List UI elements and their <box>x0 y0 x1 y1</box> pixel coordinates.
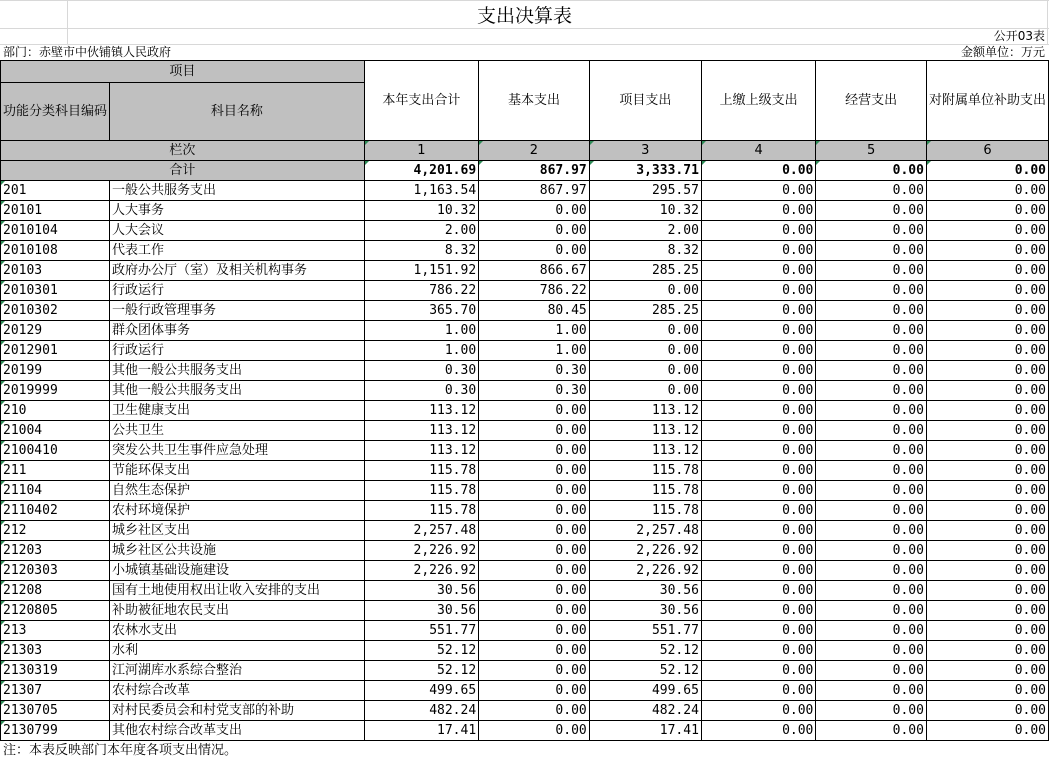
amount-cell: 0.30 <box>364 361 478 381</box>
amount-cell: 0.00 <box>816 721 927 741</box>
amount-cell: 0.00 <box>701 621 815 641</box>
table-row <box>1 381 1049 401</box>
amount-cell: 1.00 <box>479 341 590 361</box>
table-row <box>1 261 1049 281</box>
subject-name: 城乡社区公共设施 <box>110 541 365 561</box>
amount-cell: 1.00 <box>364 341 478 361</box>
amount-cell: 0.00 <box>926 721 1048 741</box>
amount-cell: 52.12 <box>589 661 701 681</box>
amount-cell: 0.00 <box>816 321 927 341</box>
amount-cell: 0.00 <box>926 661 1048 681</box>
subject-name: 卫生健康支出 <box>110 401 365 421</box>
subject-code: 21208 <box>1 581 110 601</box>
form-code: 公开03表 <box>993 29 1045 43</box>
table-row <box>1 701 1049 721</box>
subject-code: 20129 <box>1 321 110 341</box>
amount-cell: 17.41 <box>589 721 701 741</box>
subject-name: 其他一般公共服务支出 <box>110 381 365 401</box>
amount-cell: 0.00 <box>926 681 1048 701</box>
subject-name: 节能环保支出 <box>110 461 365 481</box>
amount-cell: 0.00 <box>926 461 1048 481</box>
table-row <box>1 221 1049 241</box>
amount-cell: 0.00 <box>926 221 1048 241</box>
amount-cell: 295.57 <box>589 181 701 201</box>
amount-cell: 0.00 <box>701 321 815 341</box>
table-row <box>1 561 1049 581</box>
amount-cell: 285.25 <box>589 261 701 281</box>
amount-cell: 113.12 <box>589 401 701 421</box>
amount-cell: 0.00 <box>926 521 1048 541</box>
expenditure-table <box>0 60 1049 741</box>
amount-cell: 0.00 <box>926 261 1048 281</box>
subject-code: 2120303 <box>1 561 110 581</box>
table-row <box>1 601 1049 621</box>
amount-cell: 0.00 <box>816 241 927 261</box>
total-label: 合计 <box>1 161 365 181</box>
amount-cell: 0.00 <box>701 341 815 361</box>
subject-name: 一般公共服务支出 <box>110 181 365 201</box>
amount-cell: 0.00 <box>701 301 815 321</box>
amount-cell: 0.30 <box>479 361 590 381</box>
amount-cell: 8.32 <box>364 241 478 261</box>
amount-cell: 10.32 <box>364 201 478 221</box>
amount-cell: 0.00 <box>926 301 1048 321</box>
amount-cell: 0.00 <box>701 181 815 201</box>
table-row <box>1 301 1049 321</box>
amount-cell: 0.00 <box>816 441 927 461</box>
amount-cell: 0.30 <box>479 381 590 401</box>
amount-cell: 0.00 <box>479 221 590 241</box>
table-row <box>1 281 1049 301</box>
amount-cell: 0.00 <box>926 321 1048 341</box>
table-row <box>1 481 1049 501</box>
amount-cell: 113.12 <box>589 421 701 441</box>
amount-cell: 2,226.92 <box>364 561 478 581</box>
subject-name: 城乡社区支出 <box>110 521 365 541</box>
table-row <box>1 501 1049 521</box>
amount-cell: 0.00 <box>701 201 815 221</box>
subject-code: 213 <box>1 621 110 641</box>
header-col-operating: 经营支出 <box>816 61 927 141</box>
amount-cell: 482.24 <box>364 701 478 721</box>
amount-cell: 0.00 <box>926 501 1048 521</box>
amount-cell: 0.00 <box>816 681 927 701</box>
amount-cell: 0.00 <box>926 181 1048 201</box>
amount-cell: 113.12 <box>364 401 478 421</box>
amount-cell: 0.00 <box>816 381 927 401</box>
subject-code: 2130799 <box>1 721 110 741</box>
total-value: 0.00 <box>816 161 927 181</box>
amount-cell: 0.00 <box>926 381 1048 401</box>
subject-name: 公共卫生 <box>110 421 365 441</box>
header-col-remit-upper: 上缴上级支出 <box>701 61 815 141</box>
header-col-total: 本年支出合计 <box>364 61 478 141</box>
amount-cell: 0.00 <box>701 681 815 701</box>
subject-code: 212 <box>1 521 110 541</box>
subject-code: 21307 <box>1 681 110 701</box>
header-col-subsidy: 对附属单位补助支出 <box>926 61 1048 141</box>
amount-cell: 365.70 <box>364 301 478 321</box>
total-value: 3,333.71 <box>589 161 701 181</box>
table-row <box>1 721 1049 741</box>
amount-cell: 0.00 <box>926 441 1048 461</box>
subject-name: 代表工作 <box>110 241 365 261</box>
amount-cell: 0.00 <box>926 281 1048 301</box>
total-value: 0.00 <box>926 161 1048 181</box>
amount-cell: 0.00 <box>816 201 927 221</box>
amount-cell: 0.00 <box>816 221 927 241</box>
page-title: 支出决算表 <box>476 5 572 27</box>
col-num-3: 3 <box>589 141 701 161</box>
header-col-basic: 基本支出 <box>479 61 590 141</box>
amount-cell: 0.00 <box>701 601 815 621</box>
amount-cell: 0.00 <box>816 621 927 641</box>
amount-cell: 0.00 <box>589 341 701 361</box>
amount-cell: 0.00 <box>926 561 1048 581</box>
amount-cell: 0.00 <box>926 241 1048 261</box>
amount-cell: 17.41 <box>364 721 478 741</box>
table-row <box>1 621 1049 641</box>
subject-code: 21004 <box>1 421 110 441</box>
amount-cell: 867.97 <box>479 181 590 201</box>
amount-cell: 30.56 <box>364 601 478 621</box>
col-num-6: 6 <box>926 141 1048 161</box>
subject-code: 2010302 <box>1 301 110 321</box>
amount-cell: 0.00 <box>816 261 927 281</box>
amount-cell: 2.00 <box>364 221 478 241</box>
amount-cell: 786.22 <box>479 281 590 301</box>
subject-name: 人大事务 <box>110 201 365 221</box>
subject-name: 其他农村综合改革支出 <box>110 721 365 741</box>
subject-code: 20199 <box>1 361 110 381</box>
subject-code: 2010104 <box>1 221 110 241</box>
amount-cell: 551.77 <box>364 621 478 641</box>
subject-code: 20101 <box>1 201 110 221</box>
amount-cell: 0.00 <box>479 621 590 641</box>
amount-cell: 0.00 <box>701 641 815 661</box>
amount-cell: 499.65 <box>589 681 701 701</box>
subject-code: 2012901 <box>1 341 110 361</box>
amount-cell: 115.78 <box>589 481 701 501</box>
amount-cell: 113.12 <box>364 421 478 441</box>
amount-cell: 0.00 <box>701 461 815 481</box>
subject-code: 201 <box>1 181 110 201</box>
amount-cell: 0.00 <box>479 401 590 421</box>
subject-code: 2120805 <box>1 601 110 621</box>
amount-cell: 115.78 <box>589 461 701 481</box>
amount-cell: 0.00 <box>479 421 590 441</box>
subject-code: 211 <box>1 461 110 481</box>
amount-cell: 2,226.92 <box>589 561 701 581</box>
header-col-project: 项目支出 <box>589 61 701 141</box>
subject-code: 2130705 <box>1 701 110 721</box>
subject-name: 农村综合改革 <box>110 681 365 701</box>
amount-cell: 0.00 <box>479 701 590 721</box>
table-row <box>1 681 1049 701</box>
header-func-code: 功能分类科目编码 <box>1 83 110 141</box>
subject-name: 自然生态保护 <box>110 481 365 501</box>
total-value: 4,201.69 <box>364 161 478 181</box>
subject-name: 对村民委员会和村党支部的补助 <box>110 701 365 721</box>
header-subject-name: 科目名称 <box>110 83 365 141</box>
amount-cell: 2,257.48 <box>589 521 701 541</box>
subject-name: 群众团体事务 <box>110 321 365 341</box>
subject-code: 2110402 <box>1 501 110 521</box>
subject-name: 农村环境保护 <box>110 501 365 521</box>
amount-cell: 0.00 <box>816 541 927 561</box>
header-row-lanci <box>1 141 1049 161</box>
amount-cell: 30.56 <box>589 601 701 621</box>
amount-cell: 1.00 <box>479 321 590 341</box>
amount-cell: 0.00 <box>589 281 701 301</box>
amount-cell: 0.00 <box>926 541 1048 561</box>
table-row <box>1 361 1049 381</box>
amount-cell: 0.00 <box>816 421 927 441</box>
amount-cell: 0.00 <box>479 501 590 521</box>
department-label: 部门：赤壁市中伙铺镇人民政府 <box>3 45 172 59</box>
subject-name: 一般行政管理事务 <box>110 301 365 321</box>
amount-cell: 0.00 <box>926 701 1048 721</box>
amount-cell: 115.78 <box>364 501 478 521</box>
amount-cell: 115.78 <box>364 481 478 501</box>
amount-cell: 113.12 <box>589 441 701 461</box>
table-row <box>1 581 1049 601</box>
amount-cell: 2.00 <box>589 221 701 241</box>
amount-cell: 0.00 <box>816 301 927 321</box>
subject-name: 农林水支出 <box>110 621 365 641</box>
amount-cell: 0.00 <box>589 361 701 381</box>
amount-cell: 52.12 <box>364 641 478 661</box>
header-row-item <box>1 61 1049 83</box>
amount-cell: 0.00 <box>926 581 1048 601</box>
amount-cell: 0.00 <box>816 181 927 201</box>
subject-code: 210 <box>1 401 110 421</box>
subject-code: 2100410 <box>1 441 110 461</box>
col-num-2: 2 <box>479 141 590 161</box>
amount-cell: 0.00 <box>479 521 590 541</box>
total-value: 867.97 <box>479 161 590 181</box>
amount-cell: 115.78 <box>589 501 701 521</box>
amount-cell: 0.00 <box>816 641 927 661</box>
amount-cell: 0.00 <box>701 581 815 601</box>
amount-cell: 0.00 <box>479 481 590 501</box>
amount-cell: 0.00 <box>479 441 590 461</box>
amount-cell: 0.00 <box>926 481 1048 501</box>
amount-cell: 0.00 <box>589 321 701 341</box>
subject-name: 补助被征地农民支出 <box>110 601 365 621</box>
amount-cell: 0.00 <box>701 361 815 381</box>
amount-cell: 0.00 <box>926 601 1048 621</box>
amount-cell: 0.00 <box>589 381 701 401</box>
amount-cell: 0.00 <box>479 461 590 481</box>
amount-cell: 52.12 <box>364 661 478 681</box>
amount-cell: 0.00 <box>816 561 927 581</box>
amount-cell: 0.00 <box>926 621 1048 641</box>
subject-name: 政府办公厅（室）及相关机构事务 <box>110 261 365 281</box>
table-row <box>1 441 1049 461</box>
amount-cell: 2,257.48 <box>364 521 478 541</box>
amount-cell: 0.00 <box>479 561 590 581</box>
subject-code: 21203 <box>1 541 110 561</box>
col-num-1: 1 <box>364 141 478 161</box>
table-row <box>1 201 1049 221</box>
amount-cell: 0.00 <box>701 221 815 241</box>
table-row <box>1 641 1049 661</box>
amount-cell: 866.67 <box>479 261 590 281</box>
amount-cell: 1,151.92 <box>364 261 478 281</box>
subject-code: 2010108 <box>1 241 110 261</box>
lanci-label: 栏次 <box>1 141 365 161</box>
amount-cell: 0.00 <box>816 701 927 721</box>
amount-cell: 0.00 <box>926 201 1048 221</box>
amount-cell: 113.12 <box>364 441 478 461</box>
amount-cell: 0.00 <box>701 521 815 541</box>
header-item: 项目 <box>1 61 365 83</box>
table-row <box>1 421 1049 441</box>
col-num-4: 4 <box>701 141 815 161</box>
amount-cell: 0.00 <box>479 721 590 741</box>
amount-cell: 0.00 <box>701 701 815 721</box>
amount-cell: 30.56 <box>589 581 701 601</box>
subject-code: 21104 <box>1 481 110 501</box>
amount-cell: 1,163.54 <box>364 181 478 201</box>
amount-cell: 0.00 <box>926 361 1048 381</box>
subject-code: 21303 <box>1 641 110 661</box>
amount-cell: 0.00 <box>816 581 927 601</box>
amount-cell: 10.32 <box>589 201 701 221</box>
amount-cell: 0.00 <box>816 341 927 361</box>
subject-code: 2130319 <box>1 661 110 681</box>
amount-cell: 115.78 <box>364 461 478 481</box>
table-row <box>1 461 1049 481</box>
amount-cell: 0.00 <box>701 721 815 741</box>
amount-cell: 0.00 <box>479 661 590 681</box>
total-row <box>1 161 1049 181</box>
subject-name: 国有土地使用权出让收入安排的支出 <box>110 581 365 601</box>
subject-name: 行政运行 <box>110 281 365 301</box>
amount-cell: 0.00 <box>479 641 590 661</box>
table-row <box>1 341 1049 361</box>
amount-cell: 0.00 <box>701 421 815 441</box>
amount-cell: 0.00 <box>816 501 927 521</box>
table-row <box>1 241 1049 261</box>
total-value: 0.00 <box>701 161 815 181</box>
amount-cell: 0.00 <box>816 521 927 541</box>
amount-cell: 2,226.92 <box>364 541 478 561</box>
subject-name: 其他一般公共服务支出 <box>110 361 365 381</box>
amount-cell: 551.77 <box>589 621 701 641</box>
table-row <box>1 541 1049 561</box>
subject-code: 20103 <box>1 261 110 281</box>
amount-cell: 0.00 <box>479 541 590 561</box>
amount-cell: 0.00 <box>701 261 815 281</box>
amount-cell: 0.00 <box>479 581 590 601</box>
amount-cell: 0.00 <box>926 641 1048 661</box>
amount-cell: 0.00 <box>926 341 1048 361</box>
amount-cell: 0.00 <box>816 601 927 621</box>
subject-name: 行政运行 <box>110 341 365 361</box>
amount-cell: 0.00 <box>479 681 590 701</box>
amount-cell: 0.00 <box>479 241 590 261</box>
amount-cell: 1.00 <box>364 321 478 341</box>
amount-cell: 52.12 <box>589 641 701 661</box>
subject-name: 小城镇基础设施建设 <box>110 561 365 581</box>
amount-cell: 0.00 <box>816 481 927 501</box>
subject-code: 2010301 <box>1 281 110 301</box>
amount-cell: 0.00 <box>701 241 815 261</box>
table-row <box>1 661 1049 681</box>
amount-cell: 0.00 <box>479 201 590 221</box>
col-num-5: 5 <box>816 141 927 161</box>
subject-code: 2019999 <box>1 381 110 401</box>
amount-cell: 0.30 <box>364 381 478 401</box>
amount-cell: 0.00 <box>926 421 1048 441</box>
amount-cell: 0.00 <box>816 461 927 481</box>
table-row <box>1 181 1049 201</box>
subject-name: 人大会议 <box>110 221 365 241</box>
amount-cell: 0.00 <box>701 541 815 561</box>
table-row <box>1 401 1049 421</box>
amount-cell: 8.32 <box>589 241 701 261</box>
subject-name: 江河湖库水系综合整治 <box>110 661 365 681</box>
amount-cell: 0.00 <box>816 361 927 381</box>
amount-cell: 285.25 <box>589 301 701 321</box>
amount-cell: 0.00 <box>701 561 815 581</box>
amount-cell: 2,226.92 <box>589 541 701 561</box>
amount-cell: 0.00 <box>701 381 815 401</box>
amount-cell: 0.00 <box>701 501 815 521</box>
amount-cell: 0.00 <box>926 401 1048 421</box>
table-note: 注：本表反映部门本年度各项支出情况。 <box>3 743 238 758</box>
subject-name: 突发公共卫生事件应急处理 <box>110 441 365 461</box>
amount-cell: 0.00 <box>816 661 927 681</box>
amount-cell: 0.00 <box>701 401 815 421</box>
amount-cell: 80.45 <box>479 301 590 321</box>
amount-cell: 0.00 <box>701 661 815 681</box>
amount-unit-label: 金额单位：万元 <box>960 45 1045 59</box>
table-row <box>1 521 1049 541</box>
amount-cell: 499.65 <box>364 681 478 701</box>
amount-cell: 30.56 <box>364 581 478 601</box>
subject-name: 水利 <box>110 641 365 661</box>
amount-cell: 0.00 <box>479 601 590 621</box>
table-row <box>1 321 1049 341</box>
amount-cell: 0.00 <box>701 481 815 501</box>
amount-cell: 0.00 <box>816 401 927 421</box>
amount-cell: 0.00 <box>816 281 927 301</box>
amount-cell: 0.00 <box>701 441 815 461</box>
amount-cell: 786.22 <box>364 281 478 301</box>
amount-cell: 0.00 <box>701 281 815 301</box>
amount-cell: 482.24 <box>589 701 701 721</box>
